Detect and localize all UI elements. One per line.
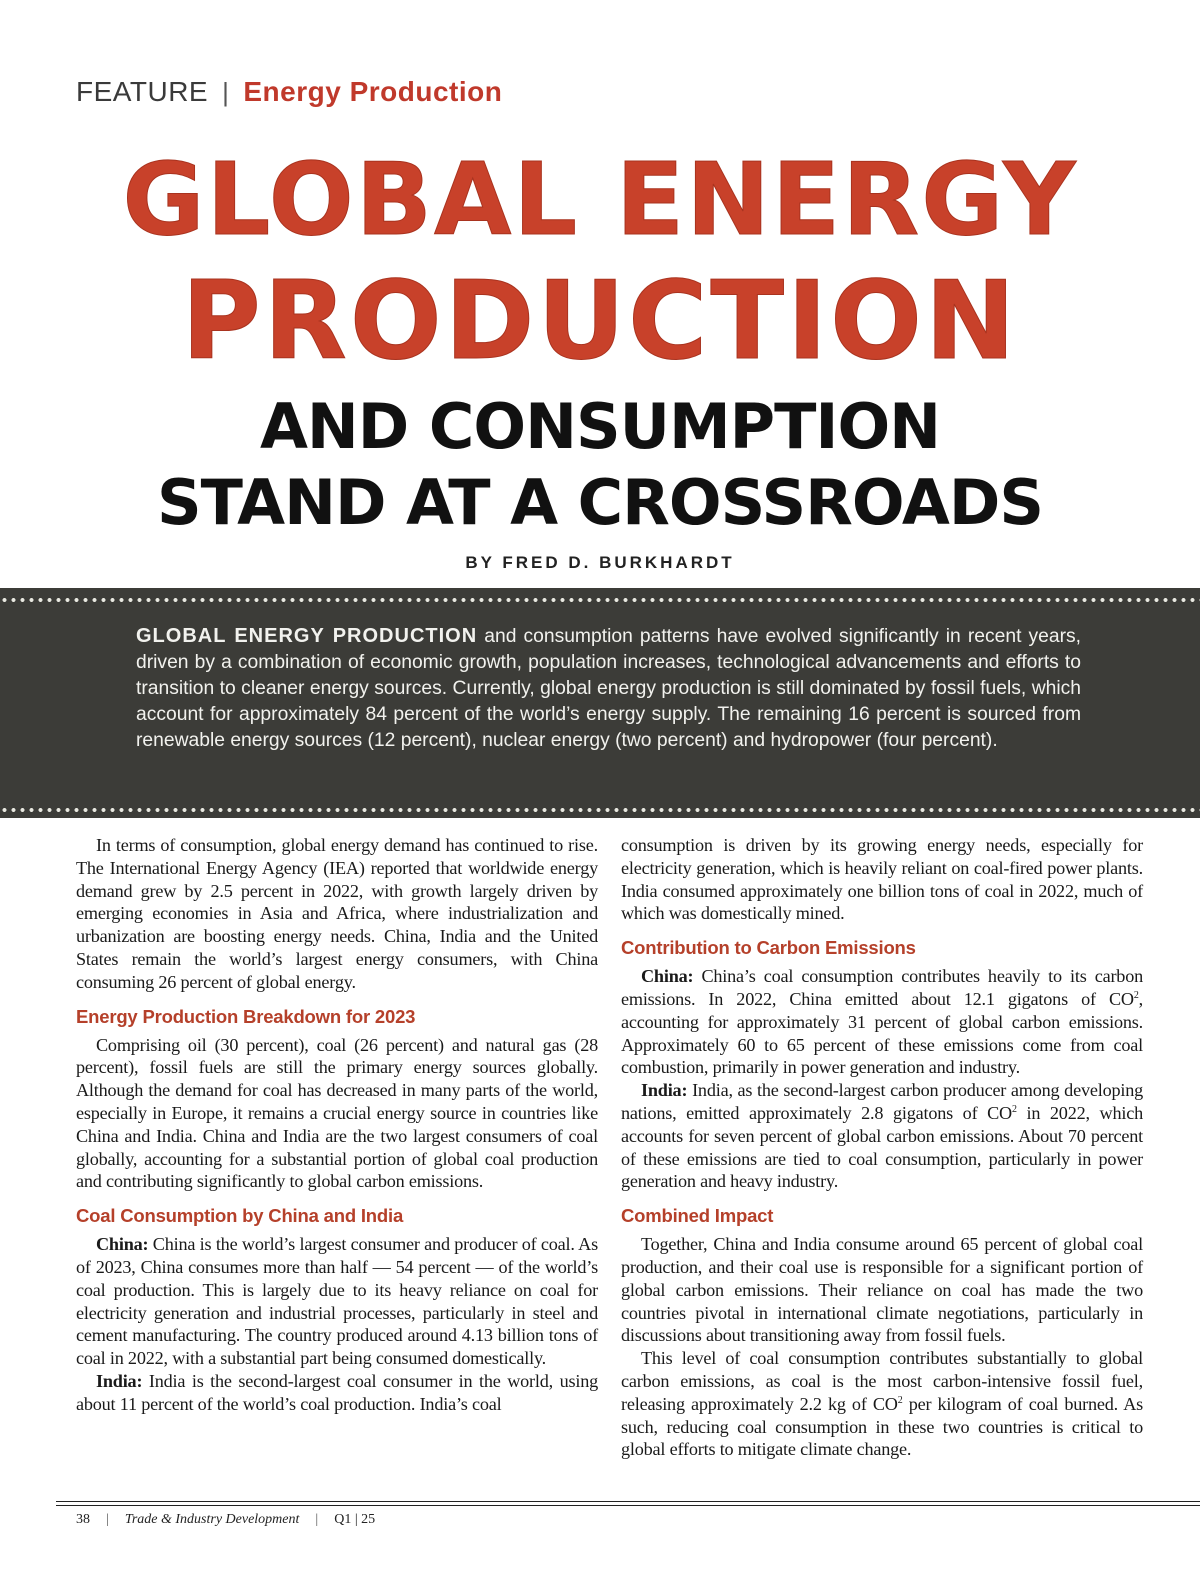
- intro-paragraph: [136, 623, 1081, 754]
- byline: BY FRED D. BURKHARDT: [465, 553, 735, 572]
- paragraph: Together, China and India consume around 65 percent of global coal production, and their coal use is responsible for a significant portion of global carbon emissions. Their reliance on coal has made the two countries pivotal in international climate negotiations, particularly in discussions about transitioning away from fossil fuels.: [621, 1234, 1143, 1346]
- dotted-border-top: [0, 596, 1200, 604]
- subheading: Energy Production Breakdown for 2023: [76, 1005, 416, 1027]
- headline-line-2: PRODUCTION: [181, 259, 1019, 384]
- paragraph-text: India is the second-largest coal consumer in the world, using about 11 percent of the world’s coal production. India’s coal: [76, 1370, 598, 1414]
- subheading: Combined Impact: [621, 1205, 774, 1227]
- intro-band: [0, 588, 1200, 818]
- paragraph: [621, 1347, 1143, 1461]
- dotted-border-bottom: [0, 806, 1200, 814]
- paragraph: [621, 1079, 1143, 1193]
- section-label: FEATURE: [76, 76, 209, 107]
- paragraph-text: China is the world’s largest consumer and producer of coal. As of 2023, China consumes more than half — 54 percent — of the world’s coal production. This is largely due to its heavy reliance on coal for electricity generation and industrial processes, particularly in steel and cement manufacturing. The country produced around 4.13 billion tons of coal in 2022, with a substantial part being consumed domestically.: [76, 1234, 598, 1369]
- footer: [76, 1512, 375, 1528]
- superscript: 2: [1011, 1103, 1017, 1115]
- footer-rule: [56, 1501, 1200, 1502]
- left-column: [76, 834, 598, 1416]
- paragraph-text: China’s coal consumption contributes heavily to its carbon emissions. In 2022, China emitted about 12.1 gigatons of CO: [621, 966, 1143, 1009]
- section-topic: Energy Production: [243, 76, 503, 107]
- paragraph-text: , accounting for approximately 31 percent of global carbon emissions. Approximately 60 to 65 percent of these emissions come from coal combustion, primarily in power generation and industry.: [621, 988, 1143, 1078]
- section-tag: [76, 76, 502, 108]
- headline-line-1: GLOBAL ENERGY: [122, 141, 1078, 258]
- page-number: 38: [76, 1512, 90, 1527]
- paragraph: [621, 965, 1143, 1079]
- paragraph-text: per kilogram of coal burned. As such, reducing coal consumption in these two countries is critical to global efforts to mitigate climate change.: [621, 1393, 1144, 1460]
- subheading: Contribution to Carbon Emissions: [621, 937, 916, 959]
- publication-name: Trade & Industry Development: [124, 1512, 300, 1527]
- footer-separator: |: [315, 1512, 319, 1527]
- intro-lead: GLOBAL ENERGY PRODUCTION: [136, 625, 478, 647]
- run-in-label: China:: [96, 1234, 149, 1255]
- paragraph: [76, 1233, 598, 1370]
- intro-text: and consumption patterns have evolved significantly in recent years, driven by a combination of economic growth, population increases, technological advancements and efforts to transition to cleaner energy sources. Currently, global energy production is still dominated by fossil fuels, which account for approximately 84 percent of the world’s energy supply. The remaining 16 percent is sourced from renewable energy sources (12 percent), nuclear energy (two percent) and hydropower (four percent).: [136, 626, 1081, 751]
- section-separator: |: [222, 76, 230, 107]
- footer-rule: [56, 1505, 1200, 1506]
- superscript: 2: [897, 1394, 903, 1406]
- issue-label: Q1 | 25: [334, 1512, 376, 1527]
- subheading: Coal Consumption by China and India: [76, 1205, 404, 1227]
- paragraph-text: This level of coal consumption contributes substantially to global carbon emissions, as coal is the most carbon-intensive fossil fuel, releasing approximately 2.2 kg of CO: [621, 1348, 1143, 1414]
- headline-line-3: AND CONSUMPTION: [259, 390, 941, 463]
- run-in-label: India:: [641, 1080, 688, 1101]
- paragraph: [76, 1370, 598, 1416]
- run-in-label: India:: [96, 1370, 143, 1391]
- paragraph: In terms of consumption, global energy demand has continued to rise. The International Energy Agency (IEA) reported that worldwide energy demand grew by 2.5 percent in 2022, with growth largely driven by emerging economies in Asia and Africa, where industrialization and urbanization are boosting energy needs. China, India and the United States remain the world’s largest energy consumers, with China consuming 26 percent of global energy.: [76, 835, 598, 992]
- footer-separator: |: [106, 1512, 109, 1527]
- paragraph: Comprising oil (30 percent), coal (26 percent) and natural gas (28 percent), fossil fuels are still the primary energy sources globally. Although the demand for coal has decreased in many parts of the world, especially in Europe, it remains a crucial energy source in countries like China and India. China and India are the two largest consumers of coal globally, accounting for a substantial portion of global coal production and contributing significantly to global carbon emissions.: [76, 1034, 598, 1192]
- run-in-label: China:: [641, 966, 694, 987]
- superscript: 2: [1133, 989, 1139, 1001]
- right-column: [621, 834, 1143, 1461]
- paragraph-text: India, as the second-largest carbon producer among developing nations, emitted approximately 2.8 gigatons of CO: [621, 1080, 1143, 1123]
- headline-line-4: STAND AT A CROSSROADS: [156, 466, 1044, 539]
- paragraph-text: in 2022, which accounts for seven percent of global carbon emissions. About 70 percent of these emissions are tied to coal consumption, particularly in power generation and heavy industry.: [621, 1102, 1143, 1192]
- paragraph: consumption is driven by its growing energy needs, especially for electricity generation, which is heavily reliant on coal-fired power plants. India consumed approximately one billion tons of coal in 2022, much of which was domestically mined.: [621, 835, 1143, 924]
